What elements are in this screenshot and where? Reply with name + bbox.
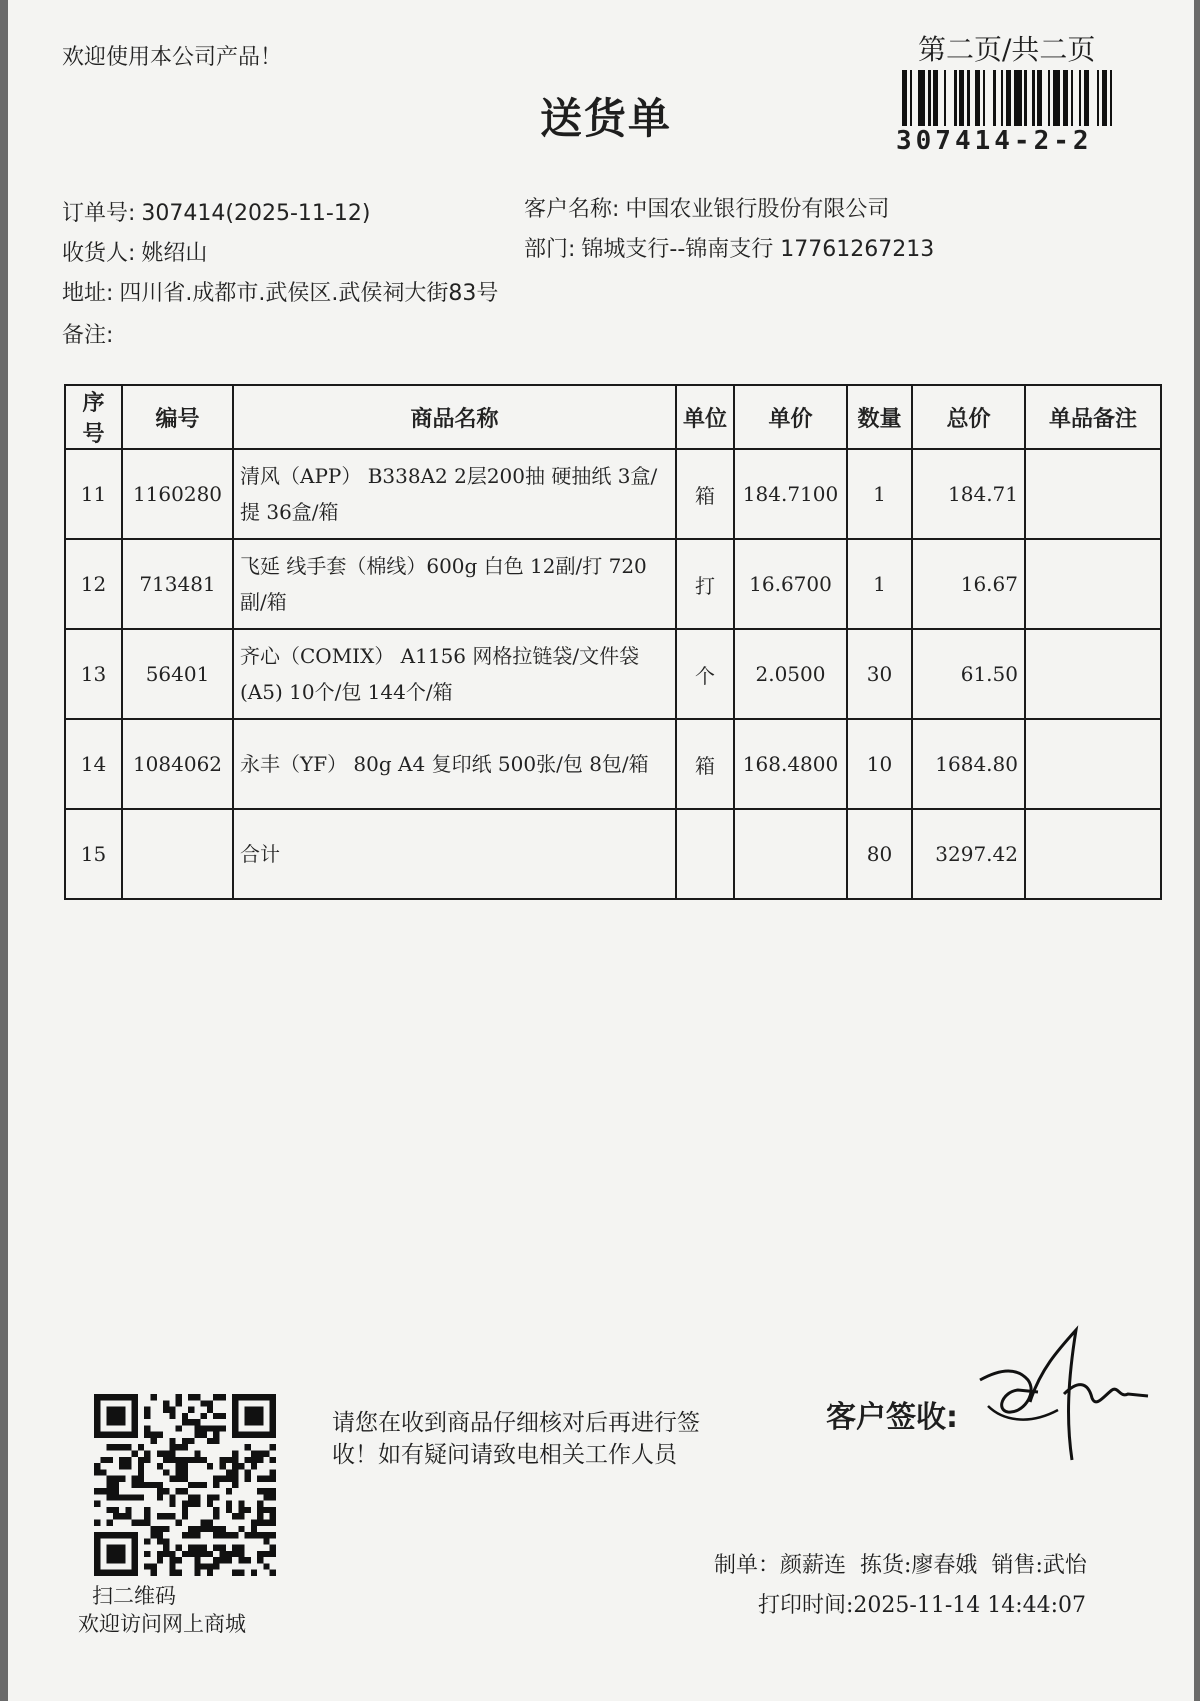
cell-seq: 12 (65, 539, 122, 629)
cell-price: 16.6700 (734, 539, 847, 629)
cell-code (122, 809, 233, 899)
address (62, 276, 498, 307)
cell-name: 永丰（YF） 80g A4 复印纸 500张/包 8包/箱 (233, 719, 676, 809)
picker: 拣货:廖春娥 (860, 1553, 978, 1578)
order-number (62, 196, 370, 227)
order-value: 307414(2025-11-12) (141, 201, 371, 226)
customer-label: 客户名称: (524, 197, 620, 222)
customer-name (524, 192, 889, 223)
cell-seq: 14 (65, 719, 122, 809)
print-time: 打印时间:2025-11-14 14:44:07 (758, 1593, 1087, 1618)
cell-qty: 1 (847, 539, 912, 629)
table-row (65, 719, 1161, 809)
cell-seq: 11 (65, 449, 122, 539)
staff-line (714, 1548, 1087, 1579)
cell-note (1025, 449, 1161, 539)
signature-label: 客户签收: (826, 1400, 958, 1435)
notice-line2: 收！如有疑问请致电相关工作人员 (332, 1442, 677, 1468)
welcome-text: 欢迎使用本公司产品！ (62, 45, 283, 70)
department (524, 232, 934, 263)
cell-price: 184.7100 (734, 449, 847, 539)
cell-name: 齐心（COMIX） A1156 网格拉链袋/文件袋(A5) 10个/包 144个/箱 (233, 629, 676, 719)
sales: 销售:武怡 (991, 1553, 1087, 1578)
cell-note (1025, 809, 1161, 899)
qr-code[interactable] (94, 1394, 276, 1576)
delivery-note-paper (8, 0, 1194, 1701)
address-label: 地址: (62, 281, 114, 306)
order-label: 订单号: (62, 201, 136, 226)
cell-name: 合计 (233, 809, 676, 899)
table-header-row (65, 385, 1161, 449)
customer-value: 中国农业银行股份有限公司 (625, 197, 890, 222)
cell-unit: 箱 (676, 719, 734, 809)
cell-name: 飞延 线手套（棉线）600g 白色 12副/打 720副/箱 (233, 539, 676, 629)
table-row (65, 539, 1161, 629)
cell-price: 168.4800 (734, 719, 847, 809)
maker: 制单：颜薪连 (714, 1553, 847, 1578)
cell-unit: 个 (676, 629, 734, 719)
cell-unit: 打 (676, 539, 734, 629)
customer-signature (968, 1310, 1168, 1490)
cell-note (1025, 539, 1161, 629)
col-header-note: 单品备注 (1025, 385, 1161, 449)
receiver-value: 姚绍山 (141, 241, 208, 266)
cell-qty: 1 (847, 449, 912, 539)
cell-code: 1084062 (122, 719, 233, 809)
barcode (902, 70, 1118, 126)
cell-name: 清风（APP） B338A2 2层200抽 硬抽纸 3盒/提 36盒/箱 (233, 449, 676, 539)
qr-caption-line1: 扫二维码 (92, 1584, 176, 1608)
cell-total: 61.50 (912, 629, 1025, 719)
cell-note (1025, 629, 1161, 719)
cell-code: 56401 (122, 629, 233, 719)
barcode-text: 307414-2-2 (896, 126, 1093, 156)
cell-unit: 箱 (676, 449, 734, 539)
col-header-code: 编号 (122, 385, 233, 449)
dept-label: 部门: (524, 237, 576, 262)
address-value: 四川省.成都市.武侯区.武侯祠大街83号 (119, 281, 499, 306)
cell-total: 1684.80 (912, 719, 1025, 809)
remark-label: 备注: (62, 323, 114, 348)
cell-price (734, 809, 847, 899)
cell-seq: 15 (65, 809, 122, 899)
cell-code: 713481 (122, 539, 233, 629)
table-row (65, 449, 1161, 539)
cell-total: 3297.42 (912, 809, 1025, 899)
cell-price: 2.0500 (734, 629, 847, 719)
notice-line1: 请您在收到商品仔细核对后再进行签 (332, 1410, 700, 1436)
page-title: 送货单 (540, 94, 673, 143)
col-header-total: 总价 (912, 385, 1025, 449)
cell-total: 16.67 (912, 539, 1025, 629)
page-indicator: 第二页/共二页 (918, 33, 1096, 66)
col-header-price: 单价 (734, 385, 847, 449)
receiver (62, 236, 207, 267)
table-row-total (65, 809, 1161, 899)
cell-code: 1160280 (122, 449, 233, 539)
cell-note (1025, 719, 1161, 809)
cell-qty: 10 (847, 719, 912, 809)
table-row (65, 629, 1161, 719)
qr-caption-line2: 欢迎访问网上商城 (78, 1612, 246, 1636)
goods-table (64, 384, 1162, 900)
col-header-qty: 数量 (847, 385, 912, 449)
receiver-label: 收货人: (62, 241, 136, 266)
dept-value: 锦城支行--锦南支行 17761267213 (581, 237, 935, 262)
remark (62, 318, 119, 349)
cell-total: 184.71 (912, 449, 1025, 539)
col-header-unit: 单位 (676, 385, 734, 449)
cell-qty: 30 (847, 629, 912, 719)
cell-unit (676, 809, 734, 899)
col-header-seq: 序号 (65, 385, 122, 449)
cell-qty: 80 (847, 809, 912, 899)
col-header-name: 商品名称 (233, 385, 676, 449)
cell-seq: 13 (65, 629, 122, 719)
